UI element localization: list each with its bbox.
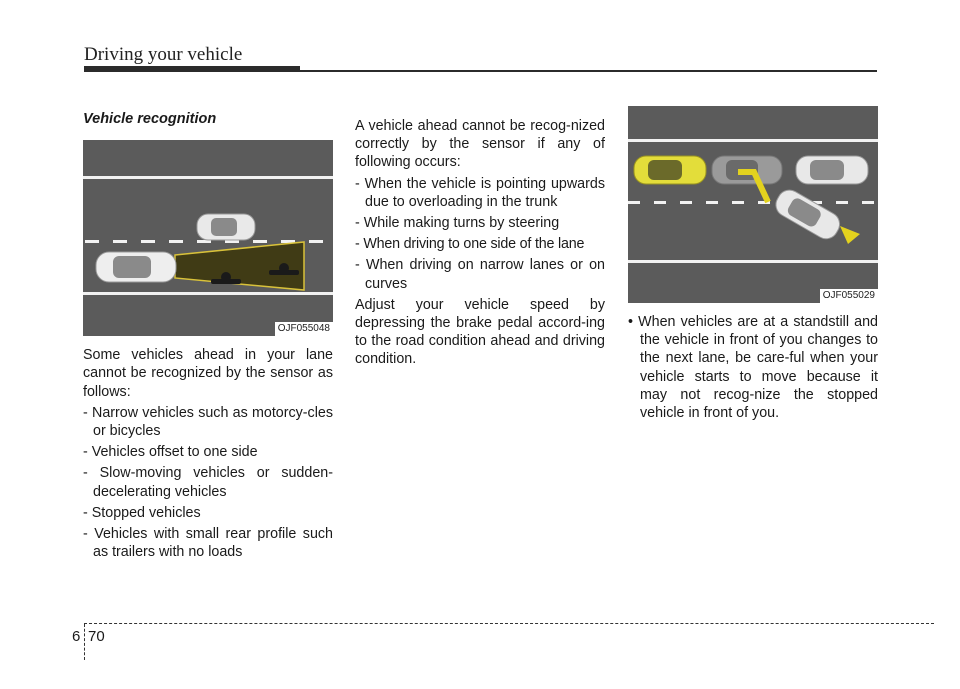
list-item: - While making turns by steering: [355, 215, 560, 232]
list-item: - Vehicles offset to one side: [83, 444, 258, 461]
header-bar: [84, 66, 300, 72]
unrecognized-vehicles-list: [83, 404, 333, 562]
page-number: 70: [88, 628, 105, 645]
lane-change-illustration: [628, 106, 878, 303]
intro-paragraph: A vehicle ahead cannot be recog-nized correctly by the sensor if any of following occurs:: [355, 118, 605, 171]
page-number-separator: [84, 624, 85, 660]
section-number: 6: [72, 628, 81, 645]
column-3: [628, 106, 878, 422]
advice-paragraph: Adjust your vehicle speed by depressing the brake pedal accord-ing to the road condition ahead and driving condition.: [355, 296, 605, 368]
column-2: [355, 117, 605, 369]
car-ahead-icon: [796, 156, 868, 184]
list-item: - Narrow vehicles such as motorcy-cles or bicycles: [83, 404, 333, 440]
list-item: - When driving to one side of the lane: [355, 236, 585, 253]
list-item: - Slow-moving vehicles or sudden-decelerating vehicles: [83, 465, 333, 500]
vehicle-recognition-illustration: [83, 140, 333, 336]
list-item: - When the vehicle is pointing upwards due to overloading in the trunk: [355, 175, 605, 210]
list-item: - Stopped vehicles: [83, 504, 201, 521]
car-ahead-icon: [197, 214, 255, 240]
bullet-paragraph: • When vehicles are at a standstill and the vehicle in front of you changes to the next lane, be care-ful when your vehicle starts to move because it may not recog-nize the stopped vehicle in front of you.: [628, 314, 878, 422]
section-heading: Vehicle recognition: [83, 111, 217, 127]
page-header-title: Driving your vehicle: [84, 44, 243, 65]
misrecognition-conditions-list: [355, 175, 605, 293]
footer-rule: [84, 623, 934, 624]
column-1: [83, 110, 333, 564]
list-item: - Vehicles with small rear profile such as trailers with no loads: [83, 526, 333, 561]
own-car-icon: [96, 252, 176, 282]
figure-code: OJF055048: [275, 322, 333, 336]
header-rule: [300, 70, 877, 72]
intro-paragraph: Some vehicles ahead in your lane cannot be recognized by the sensor as follows:: [83, 347, 333, 400]
list-item: - When driving on narrow lanes or on curves: [355, 257, 605, 292]
figure-code: OJF055029: [820, 289, 878, 303]
own-car-icon: [634, 156, 706, 184]
